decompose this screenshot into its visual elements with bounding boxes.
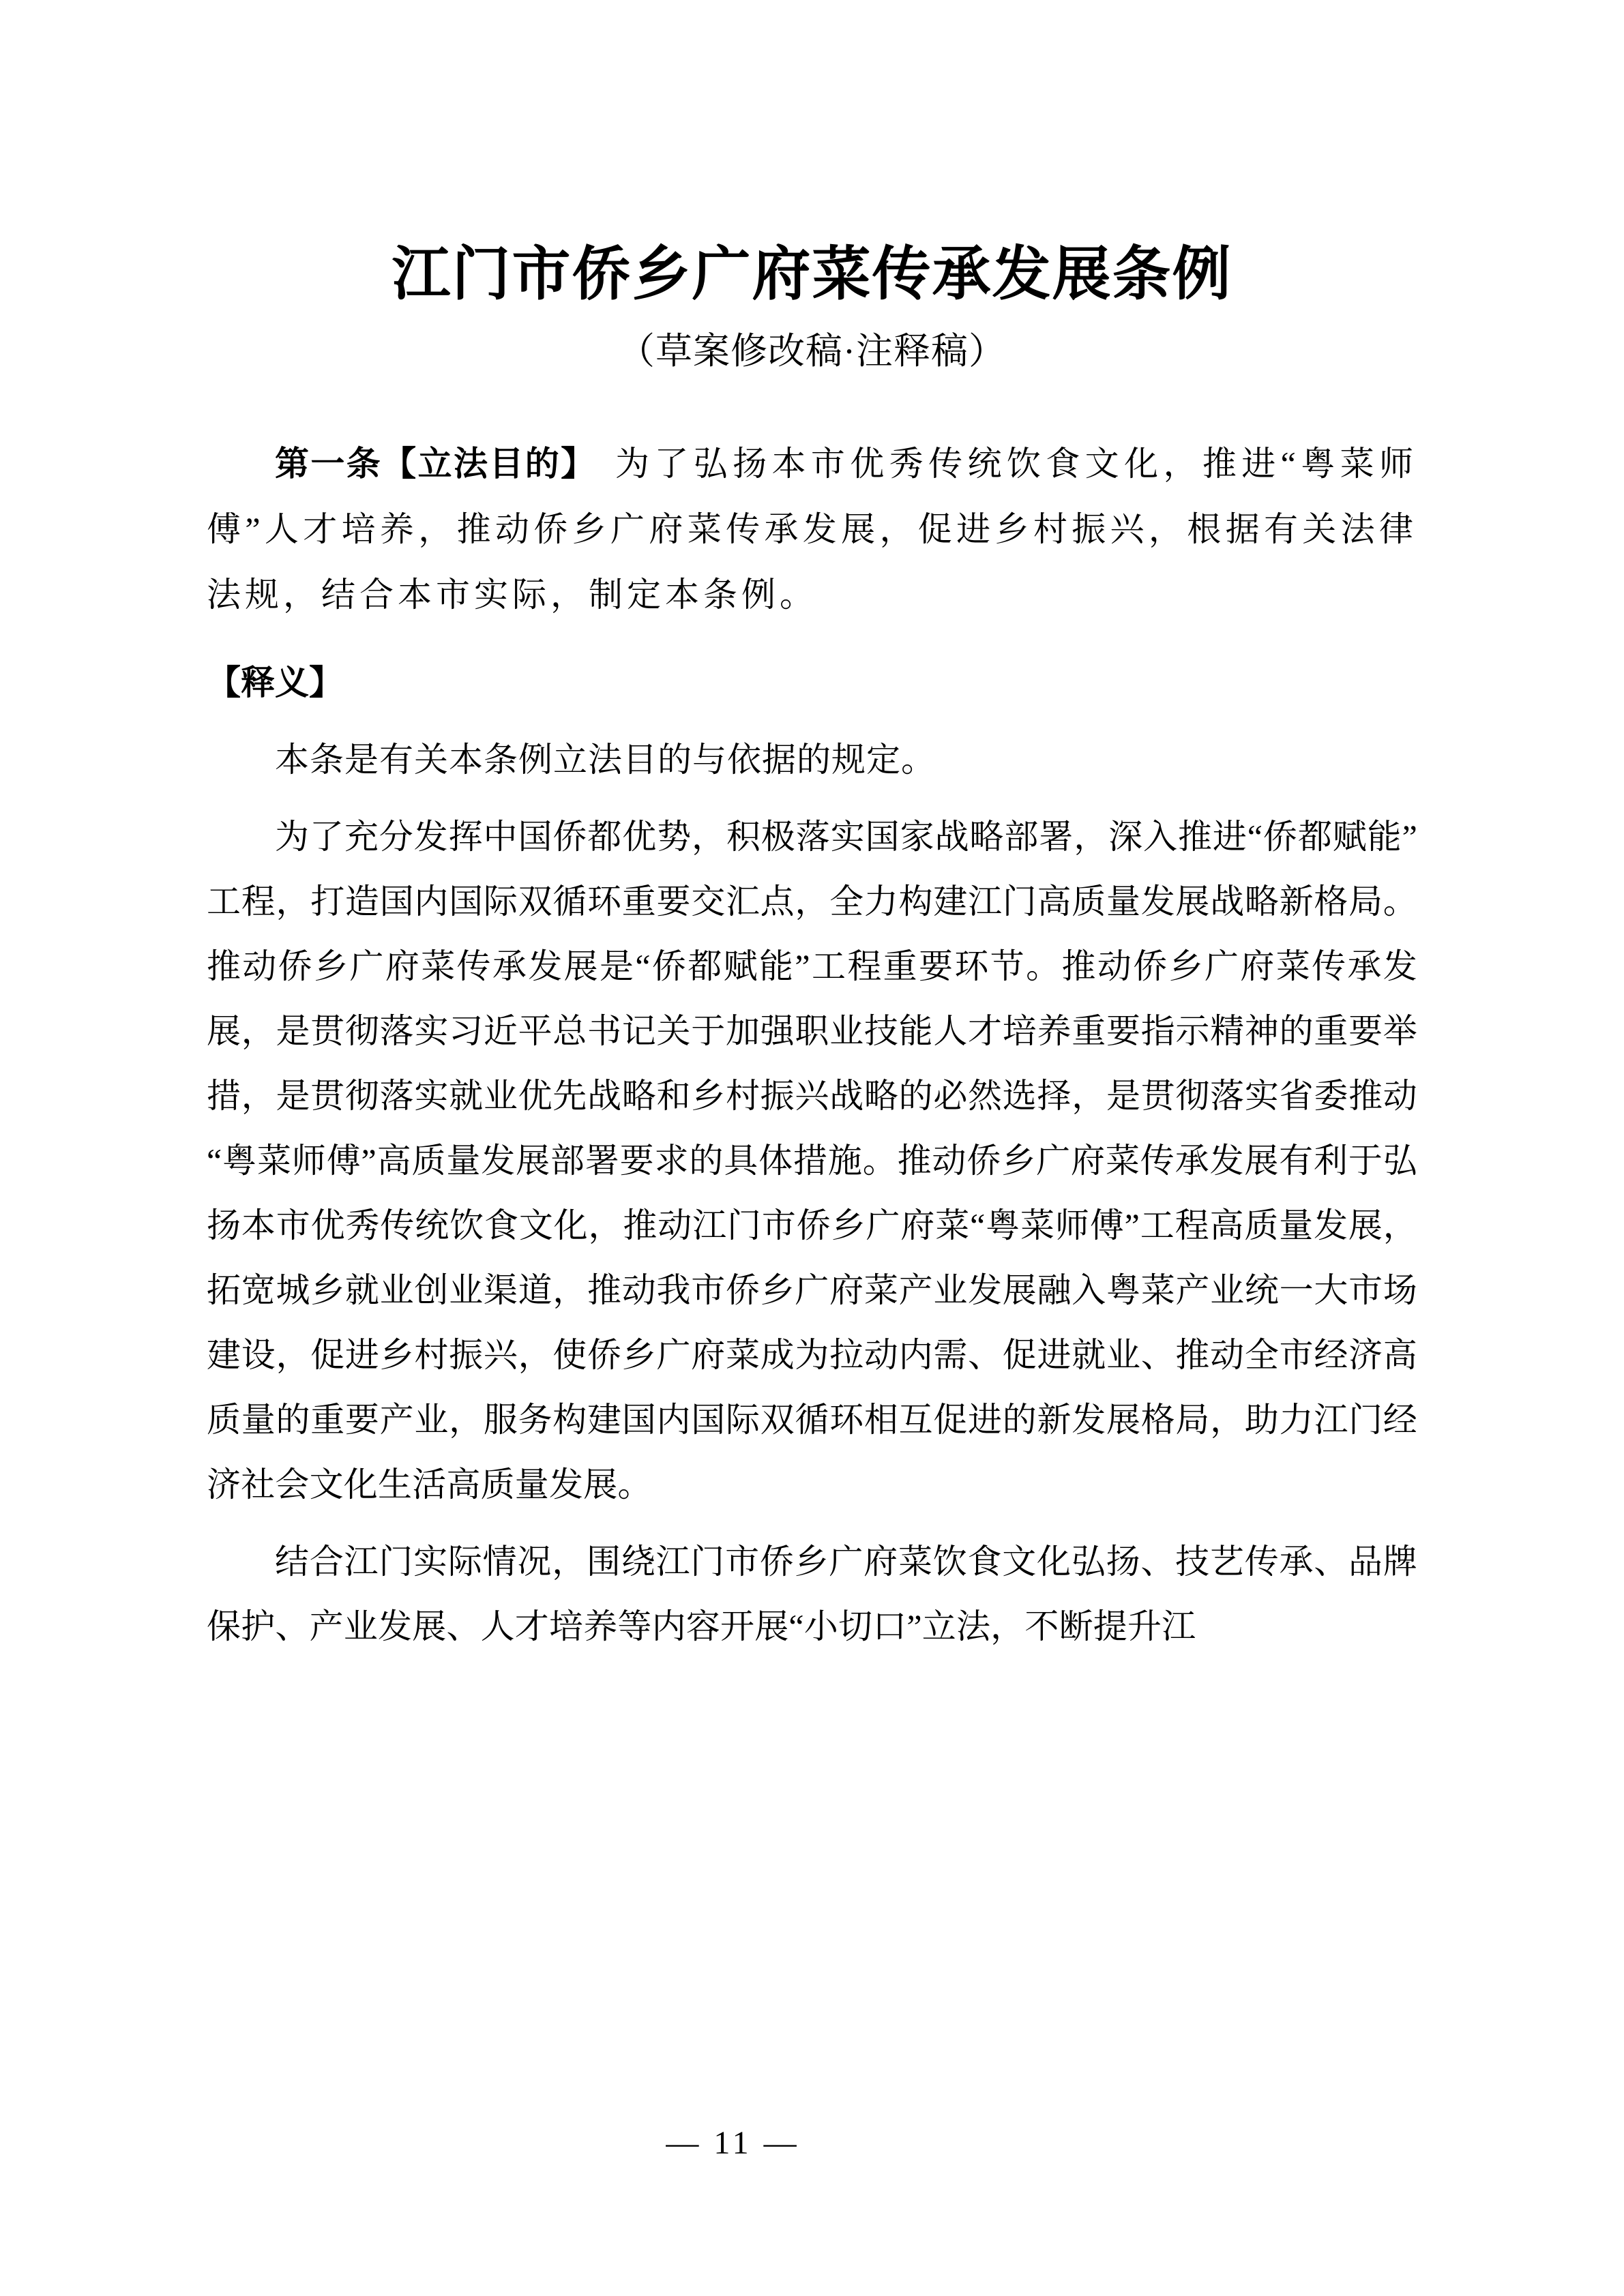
interpretation-paragraph-2: 为了充分发挥中国侨都优势，积极落实国家战略部署，深入推进“侨都赋能”工程，打造国内国际双循环重要交汇点，全力构建江门高质量发展战略新格局。推动侨乡广府菜传承发展是“侨都赋能”工程重要环节。推动侨乡广府菜传承发展，是贯彻落实习近平总书记关于加强职业技能人才培养重要指示精神的重要举措，是贯彻落实就业优先战略和乡村振兴战略的必然选择，是贯彻落实省委推动“粤菜师傅”高质量发展部署要求的具体措施。推动侨乡广府菜传承发展有利于弘扬本市优秀传统饮食文化，推动江门市侨乡广府菜“粤菜师傅”工程高质量发展，拓宽城乡就业创业渠道，推动我市侨乡广府菜产业发展融入粤菜产业统一大市场建设，促进乡村振兴，使侨乡广府菜成为拉动内需、促进就业、推动全市经济高质量的重要产业，服务构建国内国际双循环相互促进的新发展格局，助力江门经济社会文化生活高质量发展。 <box>207 818 1417 1504</box>
interpretation-label: 【释义】 <box>207 664 343 702</box>
document-subtitle: （草案修改稿·注释稿） <box>618 331 1006 372</box>
page-content <box>207 0 1417 1659</box>
interpretation-paragraph-3: 结合江门实际情况，围绕江门市侨乡广府菜饮食文化弘扬、技艺传承、品牌保护、产业发展、人才培养等内容开展“小切口”立法，不断提升江 <box>207 1542 1417 1646</box>
article-heading: 第一条【立法目的】 <box>275 445 580 483</box>
article-paragraph <box>207 374 1417 627</box>
page-title: 江门市侨乡广府菜传承发展条例 <box>392 241 1232 307</box>
page-number: — 11 — <box>666 2125 800 2161</box>
interpretation-paragraph-1: 本条是有关本条例立法目的与依据的规定。 <box>275 741 936 779</box>
article-body-text: 为了弘扬本市优秀传统饮食文化，推进“粤菜师傅”人才培养，推动侨乡广府菜传承发展，促进乡村振兴，根据有关法律法规，结合本市实际，制定本条例。 <box>207 445 1418 614</box>
